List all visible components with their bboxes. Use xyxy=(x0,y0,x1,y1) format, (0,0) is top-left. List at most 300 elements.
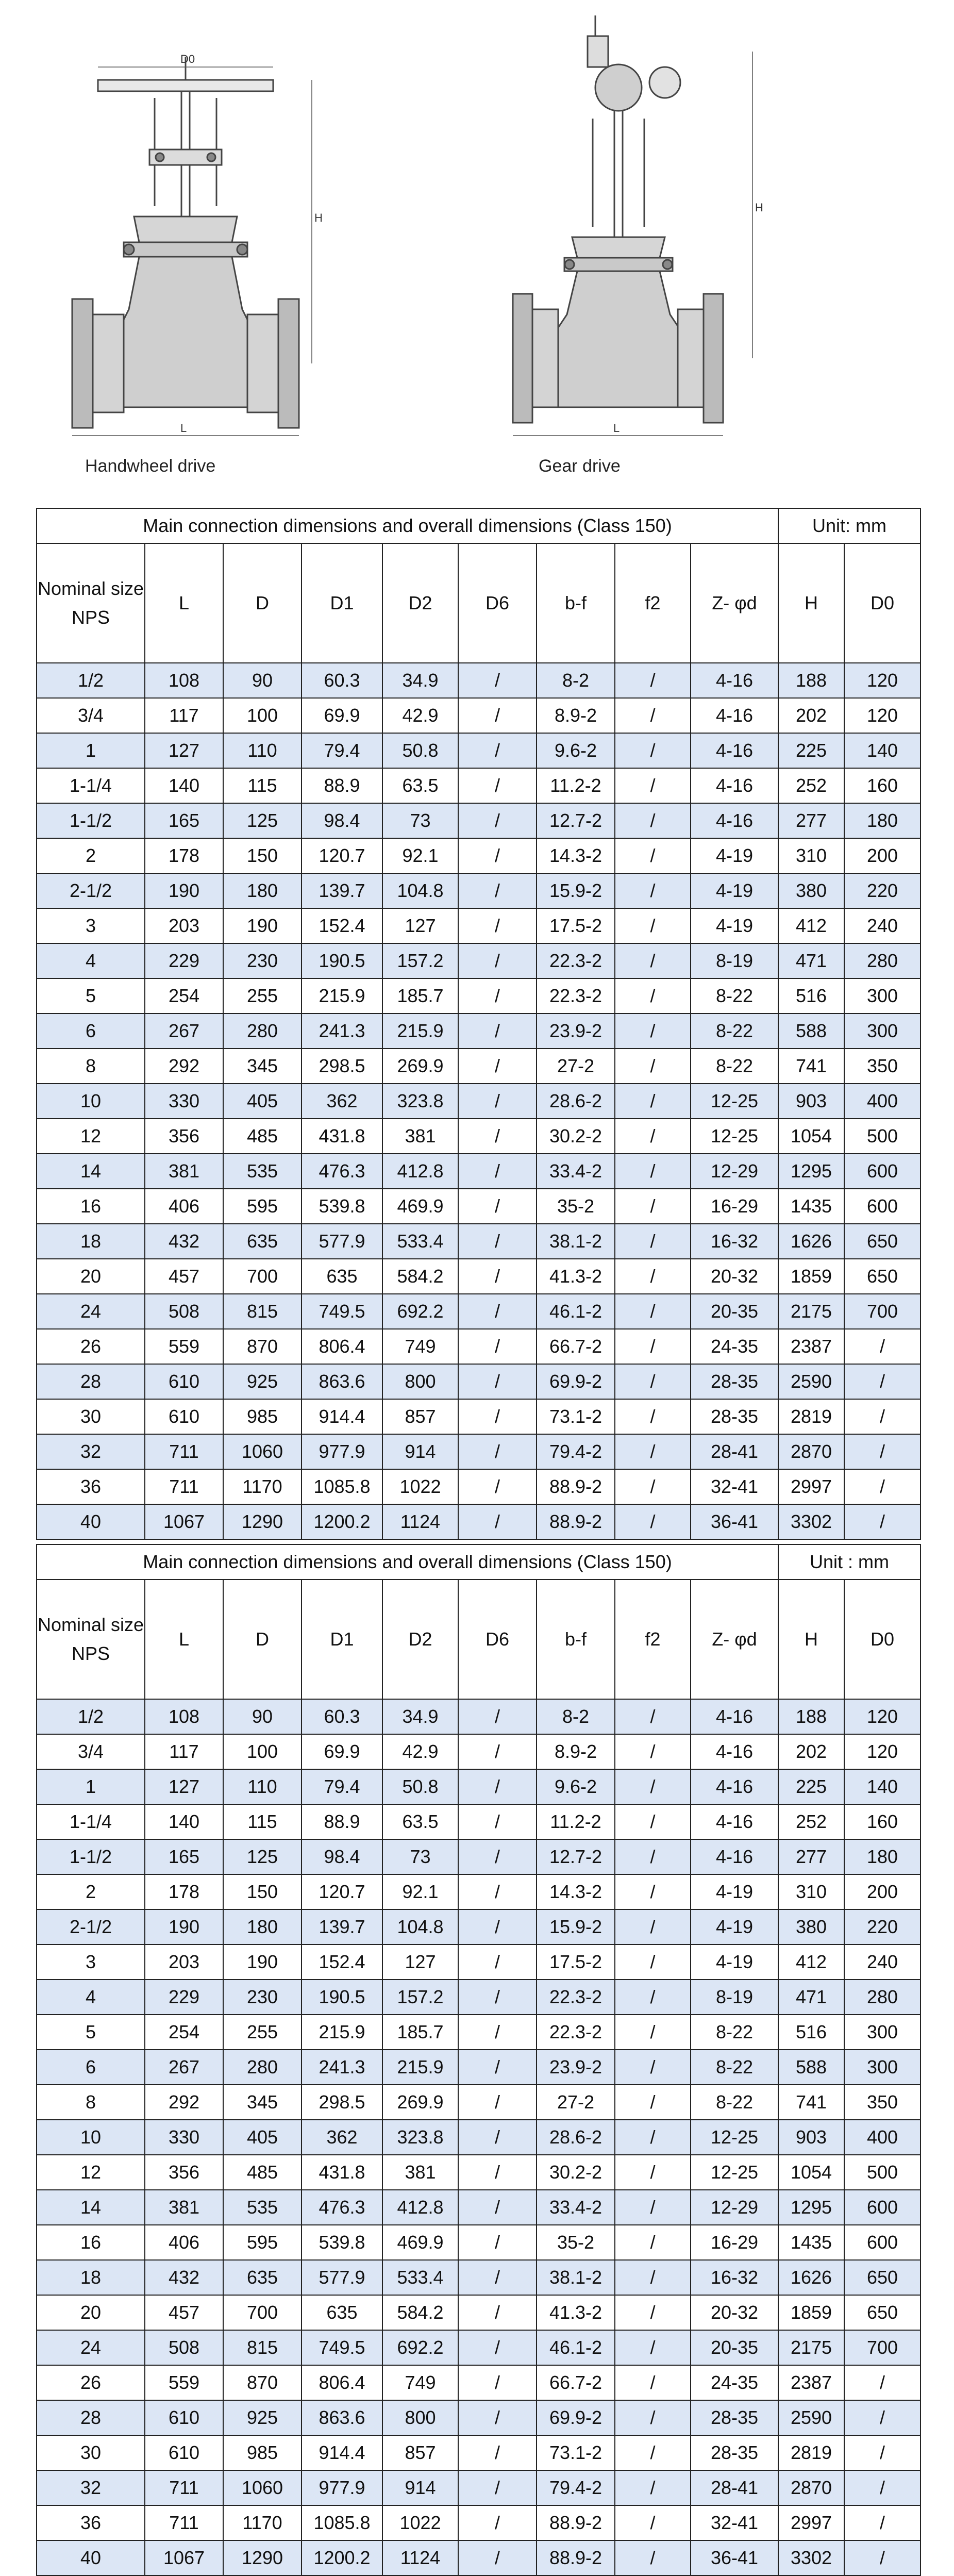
table-cell: 33.4-2 xyxy=(537,2190,615,2225)
table-cell: 200 xyxy=(844,1874,920,1909)
table-cell: / xyxy=(458,2540,537,2575)
table-cell: 2590 xyxy=(778,1364,844,1399)
table-cell: 610 xyxy=(145,1399,223,1434)
table-cell: 17.5-2 xyxy=(537,908,615,943)
table-row xyxy=(37,1769,920,1804)
table-cell: 2-1/2 xyxy=(37,1909,145,1945)
table-cell: 362 xyxy=(302,2120,382,2155)
table-cell: 92.1 xyxy=(382,838,458,873)
table-cell: 749 xyxy=(382,2365,458,2400)
table-cell: 17.5-2 xyxy=(537,1945,615,1980)
table-cell: 4-19 xyxy=(691,908,778,943)
table-cell: 20-32 xyxy=(691,1259,778,1294)
table-cell: / xyxy=(615,1804,691,1839)
table-cell: 225 xyxy=(778,733,844,768)
table-cell: / xyxy=(844,2365,920,2400)
table-row xyxy=(37,1294,920,1329)
table-cell: 180 xyxy=(844,803,920,838)
table-cell: 650 xyxy=(844,2260,920,2295)
svg-text:H: H xyxy=(314,211,323,224)
table-cell: 406 xyxy=(145,1189,223,1224)
table-cell: 535 xyxy=(223,2190,302,2225)
table-cell: 42.9 xyxy=(382,698,458,733)
table-cell: 300 xyxy=(844,1013,920,1049)
table-cell: / xyxy=(458,2365,537,2400)
table-cell: 34.9 xyxy=(382,1699,458,1734)
table-row xyxy=(37,698,920,733)
table-cell: 914.4 xyxy=(302,1399,382,1434)
table-cell: 240 xyxy=(844,1945,920,1980)
table-cell: / xyxy=(615,2225,691,2260)
table-cell: 1200.2 xyxy=(302,2540,382,2575)
table-cell: 535 xyxy=(223,1154,302,1189)
table-cell: 2997 xyxy=(778,1469,844,1504)
gear-drive-caption: Gear drive xyxy=(539,456,621,476)
table-cell: 200 xyxy=(844,838,920,873)
table-cell: 16-29 xyxy=(691,2225,778,2260)
table-row xyxy=(37,1874,920,1909)
table-cell: 23.9-2 xyxy=(537,2050,615,2085)
table-cell: 50.8 xyxy=(382,1769,458,1804)
table-cell: / xyxy=(458,2435,537,2470)
table-cell: / xyxy=(458,663,537,698)
table-row xyxy=(37,943,920,978)
table-cell: 8-22 xyxy=(691,1049,778,1084)
table-cell: 14 xyxy=(37,2190,145,2225)
table-cell: 24 xyxy=(37,1294,145,1329)
table-cell: 533.4 xyxy=(382,2260,458,2295)
table-cell: 533.4 xyxy=(382,1224,458,1259)
table-cell: 3/4 xyxy=(37,698,145,733)
table-cell: 34.9 xyxy=(382,663,458,698)
table-cell: 42.9 xyxy=(382,1734,458,1769)
table-cell: / xyxy=(615,978,691,1013)
table-cell: 35-2 xyxy=(537,2225,615,2260)
table-cell: 4-19 xyxy=(691,838,778,873)
table-cell: 914 xyxy=(382,1434,458,1469)
table-cell: 98.4 xyxy=(302,1839,382,1874)
table-cell: / xyxy=(844,2400,920,2435)
table-cell: 412.8 xyxy=(382,2190,458,2225)
table-cell: 2387 xyxy=(778,2365,844,2400)
table-cell: / xyxy=(615,1189,691,1224)
table-cell: / xyxy=(615,2085,691,2120)
table-cell: 63.5 xyxy=(382,768,458,803)
table-cell: / xyxy=(458,1839,537,1874)
table-cell: 63.5 xyxy=(382,1804,458,1839)
table-cell: 476.3 xyxy=(302,2190,382,2225)
table-cell: 28-35 xyxy=(691,2435,778,2470)
table-cell: 2819 xyxy=(778,2435,844,2470)
table-cell: 188 xyxy=(778,1699,844,1734)
table-row xyxy=(37,1084,920,1119)
table-cell: 1-1/4 xyxy=(37,1804,145,1839)
table-cell: / xyxy=(458,1119,537,1154)
table-cell: 190.5 xyxy=(302,943,382,978)
table-cell: 381 xyxy=(382,1119,458,1154)
table-row xyxy=(37,1734,920,1769)
table-cell: 595 xyxy=(223,2225,302,2260)
table-cell: 24-35 xyxy=(691,2365,778,2400)
table-cell: 350 xyxy=(844,1049,920,1084)
table-cell: 79.4-2 xyxy=(537,2470,615,2505)
table-cell: 190 xyxy=(145,873,223,908)
table-row xyxy=(37,663,920,698)
table-cell: 120 xyxy=(844,1734,920,1769)
table-cell: 310 xyxy=(778,838,844,873)
table-cell: 3 xyxy=(37,908,145,943)
table-cell: / xyxy=(615,2260,691,2295)
table-cell: 298.5 xyxy=(302,2085,382,2120)
table-cell: / xyxy=(615,698,691,733)
table-cell: 4-16 xyxy=(691,663,778,698)
table-cell: 8-22 xyxy=(691,1013,778,1049)
table-cell: / xyxy=(615,1049,691,1084)
table-cell: 914.4 xyxy=(302,2435,382,2470)
header-cell: b-f xyxy=(537,543,615,663)
table-cell: / xyxy=(615,1434,691,1469)
gear-drive-figure xyxy=(484,0,773,485)
table-cell: 4-16 xyxy=(691,1734,778,1769)
table-cell: / xyxy=(615,1839,691,1874)
table-cell: 1054 xyxy=(778,2155,844,2190)
table-cell: 584.2 xyxy=(382,1259,458,1294)
table-cell: / xyxy=(458,2330,537,2365)
table-cell: 280 xyxy=(223,1013,302,1049)
table-cell: / xyxy=(615,1224,691,1259)
table-cell: 2590 xyxy=(778,2400,844,2435)
table-cell: / xyxy=(844,1329,920,1364)
table-cell: 700 xyxy=(844,2330,920,2365)
table-row xyxy=(37,733,920,768)
table-cell: 22.3-2 xyxy=(537,943,615,978)
table-cell: 292 xyxy=(145,1049,223,1084)
table-cell: 178 xyxy=(145,1874,223,1909)
table-cell: 140 xyxy=(844,1769,920,1804)
table-row xyxy=(37,1364,920,1399)
table-cell: 298.5 xyxy=(302,1049,382,1084)
table-cell: / xyxy=(458,2470,537,2505)
table-cell: / xyxy=(844,2505,920,2540)
table-cell: 310 xyxy=(778,1874,844,1909)
table-cell: / xyxy=(615,1699,691,1734)
table-header-row xyxy=(37,1580,920,1699)
table-cell: 16-32 xyxy=(691,2260,778,2295)
table-row xyxy=(37,1189,920,1224)
table-cell: 66.7-2 xyxy=(537,2365,615,2400)
table-cell: / xyxy=(615,2190,691,2225)
table-cell: 9.6-2 xyxy=(537,733,615,768)
table-cell: 323.8 xyxy=(382,2120,458,2155)
table-cell: 108 xyxy=(145,1699,223,1734)
table-cell: / xyxy=(458,1434,537,1469)
table-cell: / xyxy=(458,2295,537,2330)
table-cell: 32-41 xyxy=(691,2505,778,2540)
table-cell: 60.3 xyxy=(302,663,382,698)
table-cell: 431.8 xyxy=(302,1119,382,1154)
table-row xyxy=(37,1839,920,1874)
table-cell: 500 xyxy=(844,1119,920,1154)
table-cell: 41.3-2 xyxy=(537,1259,615,1294)
table-cell: 127 xyxy=(145,1769,223,1804)
table-cell: 292 xyxy=(145,2085,223,2120)
table-header-row xyxy=(37,543,920,663)
table-cell: 600 xyxy=(844,1154,920,1189)
table-row xyxy=(37,2505,920,2540)
table-cell: / xyxy=(458,698,537,733)
table-cell: / xyxy=(458,1909,537,1945)
table-cell: 30 xyxy=(37,2435,145,2470)
header-cell: f2 xyxy=(615,1580,691,1699)
table-cell: 69.9 xyxy=(302,1734,382,1769)
table-cell: 88.9-2 xyxy=(537,1469,615,1504)
table-cell: 863.6 xyxy=(302,1364,382,1399)
table-cell: 806.4 xyxy=(302,2365,382,2400)
table-cell: 985 xyxy=(223,2435,302,2470)
table-cell: / xyxy=(615,2330,691,2365)
table-cell: 857 xyxy=(382,1399,458,1434)
table-cell: 806.4 xyxy=(302,1329,382,1364)
table-cell: 152.4 xyxy=(302,1945,382,1980)
table-cell: 870 xyxy=(223,1329,302,1364)
table-cell: 23.9-2 xyxy=(537,1013,615,1049)
table-cell: 46.1-2 xyxy=(537,2330,615,2365)
table-cell: / xyxy=(615,2400,691,2435)
table-cell: / xyxy=(458,1874,537,1909)
table-cell: 588 xyxy=(778,1013,844,1049)
table-cell: 190 xyxy=(223,1945,302,1980)
header-cell: D6 xyxy=(458,1580,537,1699)
table-cell: / xyxy=(615,1084,691,1119)
table-cell: 381 xyxy=(382,2155,458,2190)
table-cell: 700 xyxy=(223,1259,302,1294)
table-cell: 225 xyxy=(778,1769,844,1804)
table-cell: 92.1 xyxy=(382,1874,458,1909)
table-cell: / xyxy=(615,2470,691,2505)
table-cell: 800 xyxy=(382,1364,458,1399)
table-cell: 577.9 xyxy=(302,1224,382,1259)
table-cell: / xyxy=(615,1874,691,1909)
table-cell: / xyxy=(615,1364,691,1399)
table-cell: 711 xyxy=(145,2505,223,2540)
table-cell: 90 xyxy=(223,663,302,698)
table-title: Main connection dimensions and overall dimensions (Class 150) xyxy=(37,508,778,543)
table-cell: 485 xyxy=(223,1119,302,1154)
table-cell: 215.9 xyxy=(302,2015,382,2050)
table-cell: 79.4 xyxy=(302,1769,382,1804)
table-cell: 27-2 xyxy=(537,2085,615,2120)
table-cell: 600 xyxy=(844,1189,920,1224)
header-cell: D0 xyxy=(844,1580,920,1699)
table-cell: 412 xyxy=(778,1945,844,1980)
table-row xyxy=(37,2015,920,2050)
table-cell: / xyxy=(458,908,537,943)
table-cell: 41.3-2 xyxy=(537,2295,615,2330)
table-cell: 40 xyxy=(37,1504,145,1539)
header-cell: L xyxy=(145,1580,223,1699)
handwheel-drive-figure xyxy=(36,0,325,485)
table-cell: / xyxy=(458,2225,537,2260)
table-cell: 269.9 xyxy=(382,1049,458,1084)
table-cell: / xyxy=(458,1804,537,1839)
table-cell: 252 xyxy=(778,1804,844,1839)
table-row xyxy=(37,2400,920,2435)
table-row xyxy=(37,1224,920,1259)
table-cell: / xyxy=(458,2120,537,2155)
table-cell: 8-22 xyxy=(691,978,778,1013)
table-cell: 127 xyxy=(145,733,223,768)
table-cell: 165 xyxy=(145,803,223,838)
table-row xyxy=(37,2365,920,2400)
table-cell: 36-41 xyxy=(691,1504,778,1539)
table-row xyxy=(37,978,920,1013)
table-cell: 1859 xyxy=(778,1259,844,1294)
table-cell: 405 xyxy=(223,1084,302,1119)
table-cell: 16-29 xyxy=(691,1189,778,1224)
table-cell: 3302 xyxy=(778,2540,844,2575)
header-cell: D2 xyxy=(382,543,458,663)
table-cell: 1/2 xyxy=(37,663,145,698)
table-cell: / xyxy=(458,1013,537,1049)
table-cell: 185.7 xyxy=(382,978,458,1013)
table-cell: / xyxy=(615,2155,691,2190)
table-cell: 28-35 xyxy=(691,1399,778,1434)
table-cell: 32-41 xyxy=(691,1469,778,1504)
table-cell: 32 xyxy=(37,2470,145,2505)
table-cell: 14 xyxy=(37,1154,145,1189)
table-cell: 1290 xyxy=(223,1504,302,1539)
table-cell: 330 xyxy=(145,1084,223,1119)
table-cell: 1 xyxy=(37,1769,145,1804)
table-cell: 1124 xyxy=(382,1504,458,1539)
table-cell: / xyxy=(615,1259,691,1294)
table-cell: 559 xyxy=(145,1329,223,1364)
table-cell: 431.8 xyxy=(302,2155,382,2190)
table-cell: 635 xyxy=(223,2260,302,2295)
table-cell: 2175 xyxy=(778,2330,844,2365)
table-cell: 857 xyxy=(382,2435,458,2470)
table-cell: 12-25 xyxy=(691,1119,778,1154)
table-cell: 180 xyxy=(223,1909,302,1945)
table-cell: 20-32 xyxy=(691,2295,778,2330)
table-cell: / xyxy=(844,1469,920,1504)
table-cell: 269.9 xyxy=(382,2085,458,2120)
table-cell: 356 xyxy=(145,1119,223,1154)
table-cell: / xyxy=(458,838,537,873)
table-cell: 36-41 xyxy=(691,2540,778,2575)
table-cell: 38.1-2 xyxy=(537,1224,615,1259)
table-cell: 1295 xyxy=(778,1154,844,1189)
table-cell: 120.7 xyxy=(302,838,382,873)
table-cell: 1060 xyxy=(223,1434,302,1469)
table-cell: 125 xyxy=(223,803,302,838)
dimensions-table-1 xyxy=(36,508,921,1540)
table-row xyxy=(37,803,920,838)
table-cell: 903 xyxy=(778,1084,844,1119)
header-cell: Nominal size NPS xyxy=(37,543,145,663)
dimensions-table-2 xyxy=(36,1544,921,2576)
table-cell: / xyxy=(458,1329,537,1364)
header-cell: Z- φd xyxy=(691,543,778,663)
table-cell: 165 xyxy=(145,1839,223,1874)
table-cell: 8.9-2 xyxy=(537,1734,615,1769)
table-cell: 14.3-2 xyxy=(537,838,615,873)
table-cell: 79.4 xyxy=(302,733,382,768)
table-cell: 36 xyxy=(37,1469,145,1504)
table-cell: 178 xyxy=(145,838,223,873)
table-cell: 8 xyxy=(37,1049,145,1084)
table-cell: 800 xyxy=(382,2400,458,2435)
table-cell: 977.9 xyxy=(302,2470,382,2505)
table-cell: / xyxy=(615,663,691,698)
table-cell: 12-25 xyxy=(691,2155,778,2190)
table-cell: 127 xyxy=(382,1945,458,1980)
table-cell: / xyxy=(615,1504,691,1539)
table-cell: 635 xyxy=(223,1224,302,1259)
header-cell: D2 xyxy=(382,1580,458,1699)
table-cell: 22.3-2 xyxy=(537,2015,615,2050)
table-cell: 28-35 xyxy=(691,2400,778,2435)
table-cell: 24-35 xyxy=(691,1329,778,1364)
table-row xyxy=(37,2470,920,2505)
table-cell: 28-35 xyxy=(691,1364,778,1399)
table-cell: 925 xyxy=(223,1364,302,1399)
table-cell: / xyxy=(844,2540,920,2575)
header-cell: b-f xyxy=(537,1580,615,1699)
table-cell: 1626 xyxy=(778,1224,844,1259)
table-row xyxy=(37,908,920,943)
header-cell: f2 xyxy=(615,543,691,663)
table-unit: Unit : mm xyxy=(778,1544,920,1580)
table-cell: 406 xyxy=(145,2225,223,2260)
table-cell: 749.5 xyxy=(302,2330,382,2365)
table-cell: 749.5 xyxy=(302,1294,382,1329)
table-cell: 28-41 xyxy=(691,2470,778,2505)
table-row xyxy=(37,2435,920,2470)
table-cell: / xyxy=(615,1945,691,1980)
table-cell: 28 xyxy=(37,1364,145,1399)
table-cell: 28.6-2 xyxy=(537,2120,615,2155)
table-cell: 150 xyxy=(223,1874,302,1909)
table-cell: 280 xyxy=(844,943,920,978)
table-cell: 650 xyxy=(844,1224,920,1259)
table-cell: / xyxy=(615,1469,691,1504)
table-cell: 8.9-2 xyxy=(537,698,615,733)
table-cell: 115 xyxy=(223,768,302,803)
table-cell: 38.1-2 xyxy=(537,2260,615,2295)
table-cell: 380 xyxy=(778,873,844,908)
table-cell: / xyxy=(615,733,691,768)
table-cell: 30.2-2 xyxy=(537,2155,615,2190)
table-cell: 471 xyxy=(778,1980,844,2015)
table-cell: / xyxy=(844,1434,920,1469)
table-cell: 600 xyxy=(844,2225,920,2260)
table-cell: 240 xyxy=(844,908,920,943)
table-cell: 412.8 xyxy=(382,1154,458,1189)
table-cell: 635 xyxy=(302,1259,382,1294)
table-cell: 300 xyxy=(844,2015,920,2050)
table-cell: 215.9 xyxy=(382,2050,458,2085)
table-row xyxy=(37,873,920,908)
table-row xyxy=(37,1049,920,1084)
table-cell: 277 xyxy=(778,803,844,838)
table-cell: 28.6-2 xyxy=(537,1084,615,1119)
table-cell: / xyxy=(458,1189,537,1224)
table-cell: 100 xyxy=(223,1734,302,1769)
table-cell: / xyxy=(458,1294,537,1329)
table-cell: 8-2 xyxy=(537,1699,615,1734)
header-cell: D1 xyxy=(302,543,382,663)
